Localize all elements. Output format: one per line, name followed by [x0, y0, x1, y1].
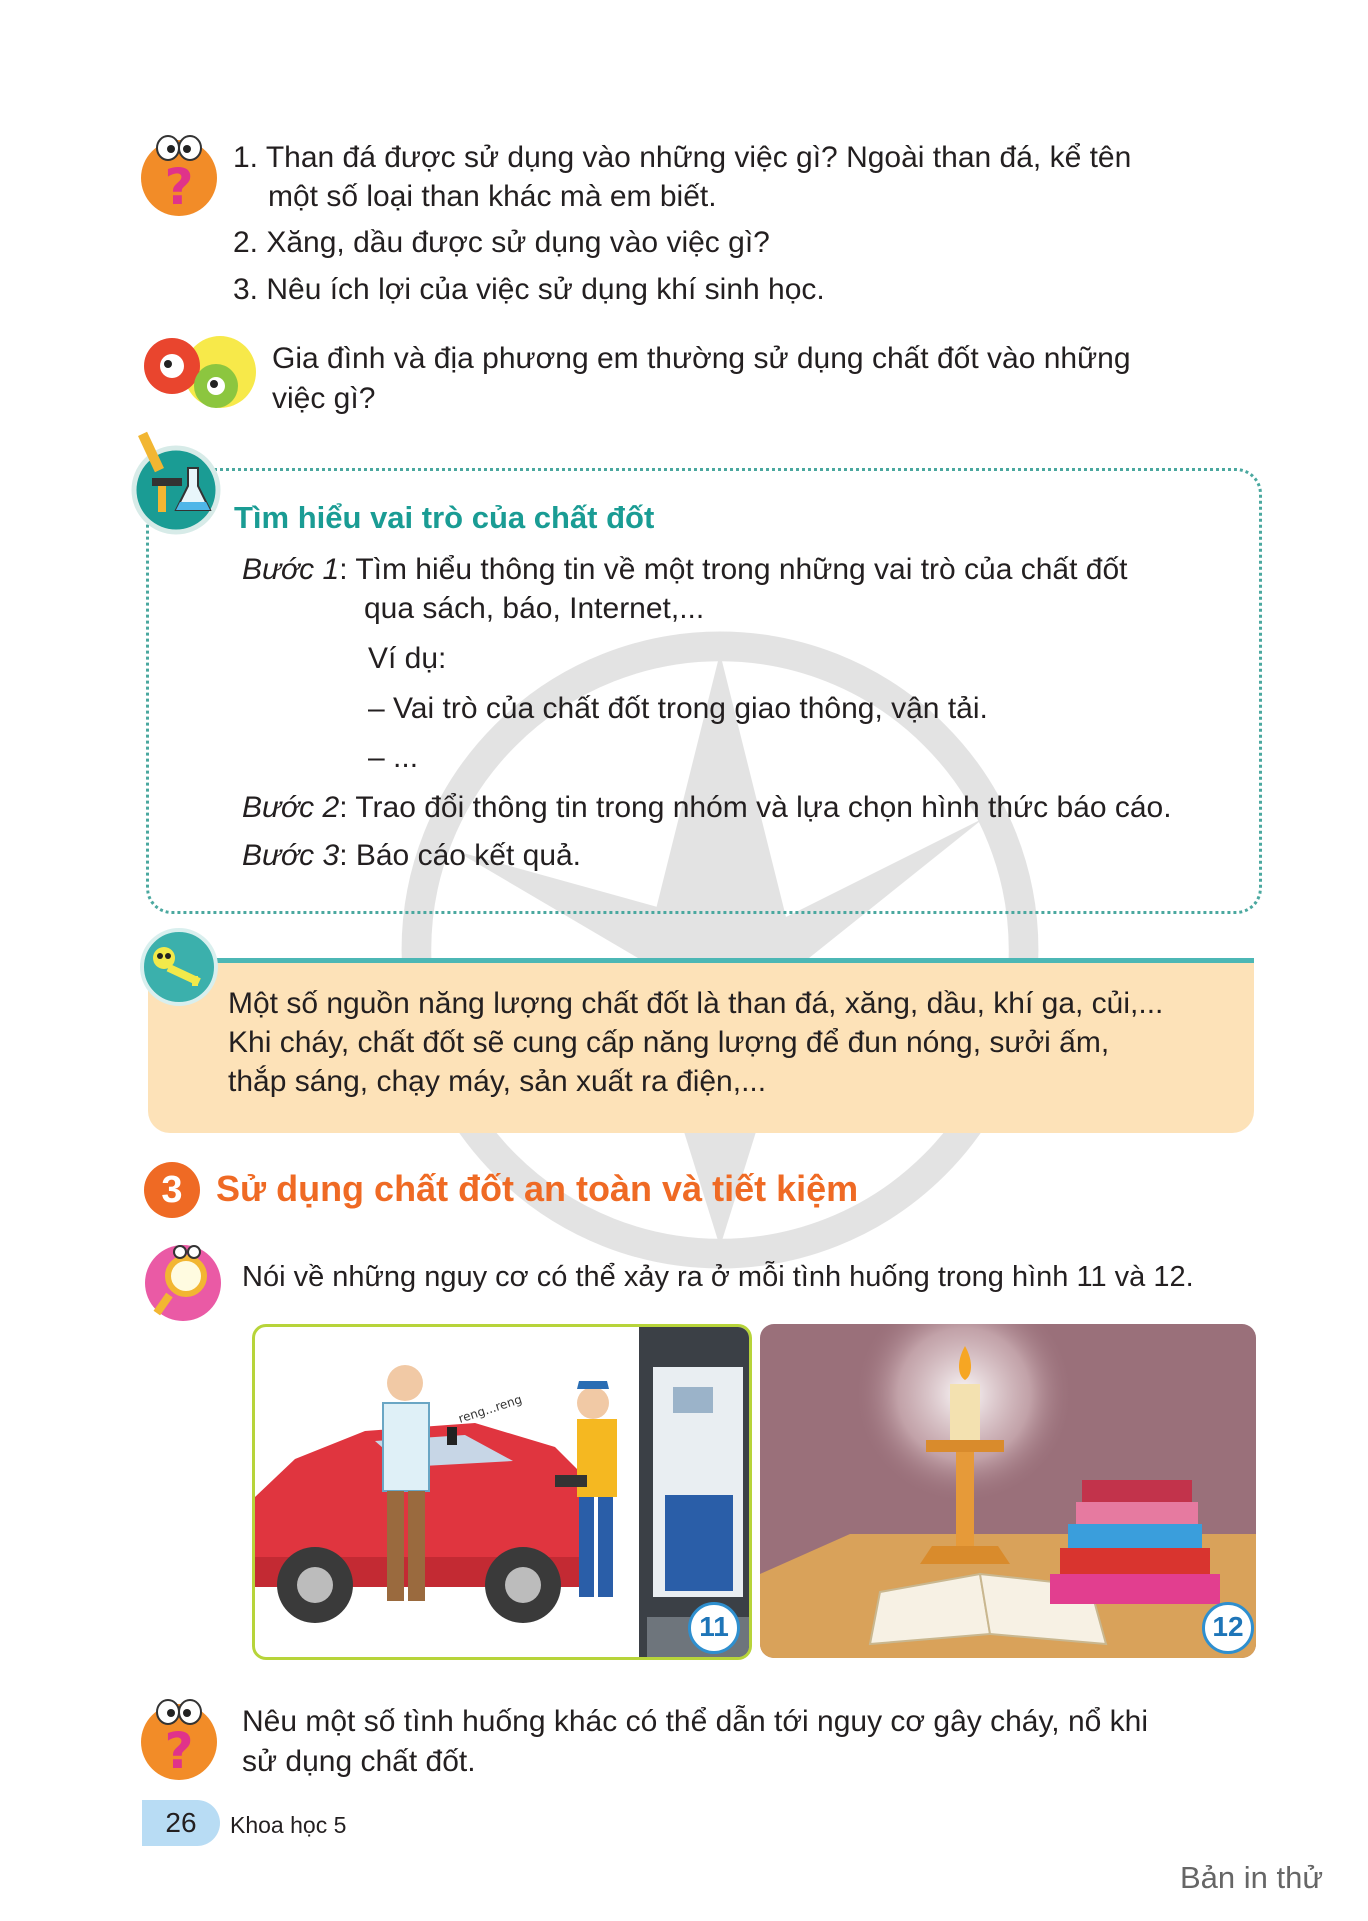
- gas-station-illustration: [255, 1327, 749, 1657]
- step-3-label: Bước 3: [242, 839, 340, 872]
- microscope-flask-icon: [128, 428, 224, 538]
- figure-12-candle-books: [760, 1324, 1256, 1658]
- question-1-line-2: một số loại than khác mà em biết.: [268, 180, 717, 213]
- candle-books-illustration: [760, 1324, 1256, 1658]
- observe-instruction: Nói về những nguy cơ có thể xảy ra ở mỗi tình huống trong hình 11 và 12.: [242, 1261, 1194, 1293]
- question-2: 2. Xăng, dầu được sử dụng vào việc gì?: [233, 226, 770, 259]
- example-item-2: – ...: [368, 741, 419, 774]
- svg-text:?: ?: [164, 158, 194, 216]
- example-item-1: – Vai trò của chất đốt trong giao thông, vận tải.: [368, 692, 988, 725]
- question-4-line-2: sử dụng chất đốt.: [242, 1745, 476, 1778]
- discuss-line-1: Gia đình và địa phương em thường sử dụng chất đốt vào những: [272, 342, 1131, 375]
- step-3: [242, 836, 581, 876]
- key-line-2: Khi cháy, chất đốt sẽ cung cấp năng lượng để đun nóng, sưởi ấm,: [228, 1026, 1110, 1059]
- example-label: Ví dụ:: [368, 642, 447, 675]
- svg-text:?: ?: [164, 1722, 194, 1780]
- figure-11-number: 11: [688, 1602, 740, 1654]
- figure-12-number: 12: [1202, 1602, 1254, 1654]
- step-1-line-1: : Tìm hiểu thông tin về một trong những vai trò của chất đốt: [339, 553, 1128, 586]
- discuss-line-2: việc gì?: [272, 382, 376, 415]
- phone-ring-text: reng...reng: [456, 1392, 524, 1426]
- activity-title: Tìm hiểu vai trò của chất đốt: [234, 500, 655, 535]
- key-line-1: Một số nguồn năng lượng chất đốt là than đá, xăng, dầu, khí ga, củi,...: [228, 987, 1164, 1020]
- step-2-text: : Trao đổi thông tin trong nhóm và lựa chọn hình thức báo cáo.: [339, 791, 1172, 824]
- step-2-label: Bước 2: [242, 791, 340, 824]
- step-1-line-2: qua sách, báo, Internet,...: [364, 592, 705, 625]
- magnifier-mascot-icon: [140, 1240, 226, 1326]
- key-line-3: thắp sáng, chạy máy, sản xuất ra điện,...: [228, 1065, 767, 1098]
- question-1-line-1: 1. Than đá được sử dụng vào những việc gì? Ngoài than đá, kể tên: [233, 141, 1132, 174]
- draft-note: Bản in thử: [1180, 1860, 1324, 1895]
- section-number-badge: 3: [144, 1162, 200, 1218]
- page-number: 26: [142, 1800, 220, 1846]
- step-3-text: : Báo cáo kết quả.: [339, 839, 582, 872]
- key-icon: [138, 926, 220, 1008]
- step-1: [242, 550, 1128, 590]
- book-title: Khoa học 5: [230, 1812, 347, 1838]
- section-3-title: Sử dụng chất đốt an toàn và tiết kiệm: [216, 1168, 859, 1209]
- step-1-label: Bước 1: [242, 553, 340, 586]
- figure-11-gas-station: [252, 1324, 752, 1660]
- question-mascot-icon: [138, 128, 220, 220]
- question-mascot-icon-2: [138, 1692, 220, 1784]
- question-3: 3. Nêu ích lợi của việc sử dụng khí sinh học.: [233, 273, 825, 306]
- question-4-line-1: Nêu một số tình huống khác có thể dẫn tới nguy cơ gây cháy, nổ khi: [242, 1705, 1148, 1738]
- step-2: [242, 788, 1172, 828]
- gears-icon: [136, 328, 256, 418]
